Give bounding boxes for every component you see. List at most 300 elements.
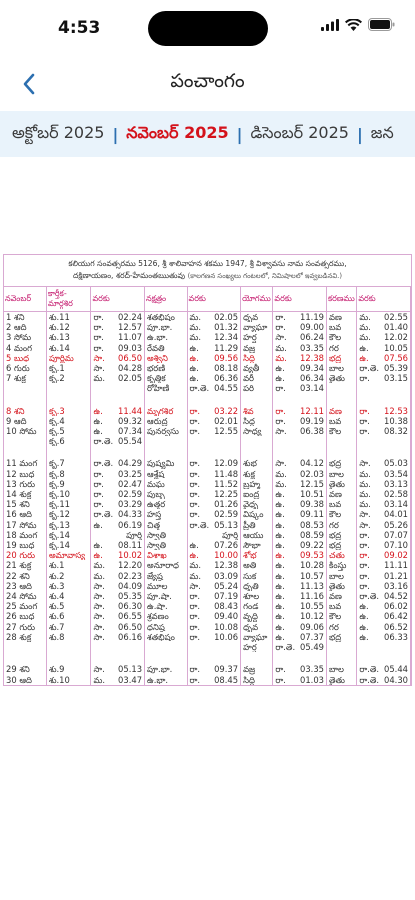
cell-date: 4 మంగ [4, 343, 46, 353]
cell-nakshatram-end-period: రా. [189, 468, 201, 479]
cell-yogam-end-period: సా. [275, 332, 287, 343]
cell-tithi-end-time: 02.05 [118, 373, 143, 384]
cell-date: 29 శని [4, 664, 46, 674]
cell-date [4, 446, 46, 458]
row-spacer [4, 652, 411, 664]
cell-karanam: కింస్తు [327, 560, 357, 570]
cell-tithi-end [91, 416, 145, 426]
cell-tithi-end-time: 02.47 [118, 478, 143, 489]
cell-tithi-end [91, 664, 145, 674]
cell-tithi-end-time: 06.50 [118, 621, 143, 632]
cell-nakshatram-end [187, 416, 241, 426]
cell-tithi: కృ.12 [46, 509, 90, 519]
cell-karanam-end-period: రా. [359, 540, 370, 551]
header-note: (కాలగణన సంఖ్యలు గంటలలో, నిమిషాలలో ఇవ్వబడినవి.) [187, 272, 342, 280]
cell-tithi-end-period: రా. [93, 332, 104, 343]
cell-yogam-end [273, 499, 327, 509]
cell-tithi-end-time: పూర్తి [126, 529, 143, 540]
cell-yogam: శుక్ల [241, 469, 273, 479]
cell-tithi-end [91, 394, 145, 406]
cell-karanam-end-period: ఉ. [359, 611, 369, 622]
cell-tithi: శు.13 [46, 332, 90, 342]
cell-date: 25 మంగ [4, 601, 46, 611]
table-row [4, 322, 411, 332]
cell-yogam-end-period: ఉ. [275, 489, 285, 500]
cell-nakshatram-end-period: రా. [189, 631, 201, 642]
cell-karanam-end [357, 322, 411, 332]
cell-nakshatram-end-period: రా. [189, 478, 201, 489]
wifi-icon [345, 19, 362, 31]
row-spacer [4, 394, 411, 406]
cell-tithi-end-period: మ. [93, 373, 105, 384]
cell-karanam-end [357, 458, 411, 468]
cell-yogam: వ్యాఘా [241, 322, 273, 332]
cell-yogam-end [273, 446, 327, 458]
cell-tithi-end-time: 06.50 [118, 352, 143, 363]
cell-karanam-end [357, 383, 411, 393]
cell-karanam: బవ [327, 322, 357, 332]
cell-nakshatram: స్వాతి [145, 530, 187, 540]
cell-tithi-end [91, 520, 145, 530]
cell-nakshatram-end-period: సా. [189, 580, 201, 591]
cell-yogam-end-time: 11.13 [300, 580, 324, 591]
cell-nakshatram-end-period: ఉ. [189, 373, 199, 384]
cell-karanam-end [357, 416, 411, 426]
cell-yogam-end [273, 332, 327, 342]
cell-tithi-end-period: సా. [93, 631, 105, 642]
table-row [4, 509, 411, 519]
cell-tithi-end-time: 11.07 [118, 332, 143, 343]
cell-yogam-end-period: ఉ. [275, 570, 285, 581]
cell-yogam-end [273, 571, 327, 581]
cell-tithi-end [91, 581, 145, 591]
cell-yogam-end [273, 458, 327, 468]
month-tab-november[interactable]: నవెంబర్ 2025 [126, 123, 229, 142]
cell-yogam-end [273, 312, 327, 323]
cell-karanam: వణ [327, 406, 357, 416]
cell-tithi-end-period: ఉ. [93, 540, 103, 551]
cell-tithi-end-period: రా. [93, 478, 104, 489]
cell-karanam-end [357, 550, 411, 560]
table-row [4, 416, 411, 426]
cell-karanam-end-period: మ. [359, 499, 371, 510]
cell-tithi: శు.7 [46, 622, 90, 632]
cell-nakshatram-end-period: రా. [189, 611, 201, 622]
cell-tithi-end [91, 479, 145, 489]
cell-yogam-end-time: 09.00 [300, 322, 324, 333]
cell-yogam-end-time: 12.15 [300, 478, 324, 489]
cell-date: 22 శని [4, 571, 46, 581]
cell-yogam: వృద్ధి [241, 611, 273, 621]
cell-tithi-end-time: 02.24 [118, 312, 143, 322]
cell-tithi-end [91, 489, 145, 499]
cell-tithi-end-period: సా. [93, 352, 105, 363]
cell-karanam [327, 383, 357, 393]
cell-karanam: వణ [327, 312, 357, 323]
col-header-date: నవెంబర్ [4, 287, 46, 312]
cell-karanam [327, 436, 357, 446]
cell-yogam-end-time: 10.12 [300, 611, 324, 622]
cell-yogam-end-period: ఉ. [275, 591, 285, 602]
cell-nakshatram-end-time: 11.48 [214, 468, 239, 479]
month-tab-december[interactable]: డిసెంబర్ 2025 [250, 123, 349, 142]
cell-yogam: వరీ [241, 373, 273, 383]
table-row [4, 571, 411, 581]
cell-nakshatram-end-period: రా. [189, 499, 201, 510]
cell-date: 17 సోమ [4, 520, 46, 530]
cell-nakshatram-end [187, 530, 241, 540]
cell-yogam-end-period: ఉ. [275, 519, 285, 530]
col-header-yogam: యోగము [241, 287, 273, 312]
cell-karanam: వణ [327, 591, 357, 601]
cell-yogam: ఆయు [241, 530, 273, 540]
cell-karanam-end [357, 642, 411, 652]
cell-karanam-end-period: మ. [359, 489, 371, 500]
table-row [4, 406, 411, 416]
cell-nakshatram [145, 394, 187, 406]
cell-yogam: సిద్ధి [241, 353, 273, 363]
cell-nakshatram-end-time: 07.26 [214, 540, 239, 551]
cell-karanam-end-time: 03.14 [384, 499, 408, 510]
cell-nakshatram-end-time: పూర్తి [222, 529, 239, 540]
cell-date: 21 శుక్ర [4, 560, 46, 570]
cell-yogam-end [273, 383, 327, 393]
cell-yogam-end [273, 353, 327, 363]
cell-yogam-end-period: రా. [275, 383, 286, 394]
cell-karanam-end-time: 03.15 [384, 373, 408, 384]
cell-karanam: తైతు [327, 373, 357, 383]
cell-yogam: ప్రీతి [241, 520, 273, 530]
cell-nakshatram-end [187, 581, 241, 591]
cell-tithi-end-time: 12.57 [118, 322, 143, 333]
cell-yogam: గండ [241, 601, 273, 611]
table-row [4, 601, 411, 611]
cell-date: 5 బుధ [4, 353, 46, 363]
cell-yogam: అతి [241, 560, 273, 570]
battery-icon [368, 18, 395, 31]
cell-tithi-end [91, 363, 145, 373]
cell-nakshatram-end-period: రా. [189, 426, 201, 437]
cell-nakshatram-end-time: 01.26 [214, 499, 239, 510]
cell-tithi: కృ.2 [46, 373, 90, 383]
cell-tithi: శు.8 [46, 632, 90, 642]
cell-karanam: కౌల [327, 611, 357, 621]
cell-nakshatram: స్వాతి [145, 540, 187, 550]
cell-tithi-end-time: 05.35 [118, 591, 143, 602]
cell-nakshatram-end [187, 383, 241, 393]
cell-tithi: కృ.3 [46, 406, 90, 416]
cell-yogam-end [273, 591, 327, 601]
cell-yogam-end-period: రా. [275, 415, 286, 426]
cell-yogam-end-period: సా. [275, 458, 287, 469]
cell-tithi-end-period: ఉ. [93, 426, 103, 437]
cell-karanam: భద్ర [327, 540, 357, 550]
cell-karanam-end-period: రా. [359, 373, 370, 384]
cell-yogam-end [273, 406, 327, 416]
cell-nakshatram-end [187, 560, 241, 570]
cell-karanam-end-time: 05.44 [384, 664, 408, 675]
cell-nakshatram-end-period: రా.తె. [189, 519, 210, 530]
table-row [4, 489, 411, 499]
cell-karanam-end [357, 332, 411, 342]
cell-tithi-end-period: రా. [93, 342, 104, 353]
cell-karanam-end-period: రా.తె. [359, 363, 380, 374]
cell-karanam-end [357, 353, 411, 363]
cell-yogam-end-period: ఉ. [275, 580, 285, 591]
cell-yogam-end-time: 09.38 [300, 499, 324, 510]
cell-karanam-end [357, 632, 411, 642]
cell-karanam-end [357, 312, 411, 323]
cell-yogam-end [273, 489, 327, 499]
cell-nakshatram-end [187, 436, 241, 446]
cell-nakshatram-end [187, 446, 241, 458]
cell-karanam-end [357, 652, 411, 664]
cell-tithi-end-period: రా. [93, 489, 104, 500]
cell-nakshatram-end [187, 353, 241, 363]
cell-yogam-end [273, 343, 327, 353]
cell-tithi-end [91, 322, 145, 332]
cell-tithi-end [91, 540, 145, 550]
table-row [4, 642, 411, 652]
cell-tithi: అమావాస్య [46, 550, 90, 560]
cell-karanam: బవ [327, 416, 357, 426]
cell-tithi-end-period: రా.తె. [93, 509, 114, 520]
cell-tithi-end-time: 07.34 [118, 426, 143, 437]
cell-karanam-end-period: రా. [359, 580, 370, 591]
cell-tithi-end-period: సా. [93, 664, 105, 675]
cell-karanam-end [357, 571, 411, 581]
cell-tithi: కృ.10 [46, 489, 90, 499]
cell-tithi-end-period: మ. [93, 560, 105, 571]
cell-karanam: భద్ర [327, 458, 357, 468]
cell-tithi-end-time: 02.59 [118, 489, 143, 500]
cell-nakshatram-end-period: ఉ. [189, 363, 199, 374]
cell-tithi-end [91, 373, 145, 383]
cell-karanam-end-period: ఉ. [359, 601, 369, 612]
cell-nakshatram: ఆశ్లేష [145, 469, 187, 479]
cell-nakshatram: కృత్తిక [145, 373, 187, 383]
cell-nakshatram-end-time: 09.37 [214, 664, 239, 675]
cell-nakshatram-end [187, 509, 241, 519]
table-row [4, 353, 411, 363]
cell-date: 19 బుధ [4, 540, 46, 550]
cell-tithi-end-time: 09.03 [118, 342, 143, 353]
cell-nakshatram: పూ.షా. [145, 591, 187, 601]
cell-yogam: ధృతి [241, 581, 273, 591]
cell-tithi-end-time: 06.55 [118, 611, 143, 622]
table-row [4, 469, 411, 479]
row-spacer [4, 446, 411, 458]
cell-yogam: సుక [241, 571, 273, 581]
cell-date: 24 సోమ [4, 591, 46, 601]
cell-nakshatram: ఉ.భా. [145, 332, 187, 342]
cell-yogam-end-time: 09.34 [300, 363, 324, 374]
cell-karanam: గర [327, 343, 357, 353]
cell-tithi-end [91, 499, 145, 509]
table-row [4, 530, 411, 540]
cell-karanam-end-period: మ. [359, 468, 371, 479]
cell-nakshatram: ఉత్తర [145, 499, 187, 509]
cell-yogam-end [273, 479, 327, 489]
month-row [12, 123, 394, 146]
cell-karanam: భద్ర [327, 530, 357, 540]
cell-nakshatram-end [187, 499, 241, 509]
cell-yogam-end-time: 09.11 [300, 509, 324, 520]
cell-date: 30 ఆది [4, 675, 46, 685]
cell-yogam-end-time: 12.11 [300, 405, 324, 416]
cell-tithi-end [91, 436, 145, 446]
cell-karanam-end [357, 540, 411, 550]
cell-karanam-end-period: మ. [359, 322, 371, 333]
cell-yogam-end [273, 436, 327, 446]
month-tab-october[interactable]: అక్టోబర్ 2025 [12, 123, 105, 142]
cell-karanam-end-time: 11.11 [384, 560, 408, 571]
cell-nakshatram: హస్త [145, 509, 187, 519]
cell-nakshatram: విశాఖ [145, 550, 187, 560]
cell-nakshatram-end [187, 343, 241, 353]
cell-nakshatram: చిత్త [145, 520, 187, 530]
cell-nakshatram-end-time: 07.19 [214, 591, 239, 602]
cell-yogam-end-time: 10.57 [300, 570, 324, 581]
cell-karanam-end-time: 12.53 [384, 405, 408, 416]
col-header-tithi-end: వరకు [91, 287, 145, 312]
cell-yogam-end-time: 09.53 [300, 550, 324, 561]
cell-nakshatram [145, 446, 187, 458]
table-row [4, 426, 411, 436]
table-row [4, 436, 411, 446]
cell-yogam-end [273, 675, 327, 685]
cell-tithi-end-period: మ. [93, 570, 105, 581]
cell-tithi-end [91, 469, 145, 479]
cell-yogam-end [273, 530, 327, 540]
cell-tithi-end [91, 353, 145, 363]
cell-karanam-end-period: రా.తె. [359, 664, 380, 675]
cell-karanam-end [357, 363, 411, 373]
cell-karanam-end-period: ఉ. [359, 621, 369, 632]
cell-tithi [46, 652, 90, 664]
cell-karanam-end [357, 499, 411, 509]
table-row [4, 332, 411, 342]
cell-nakshatram-end-time: 04.55 [214, 383, 239, 394]
month-tab-january[interactable]: జన [370, 123, 394, 142]
cell-date: 28 శుక్ర [4, 632, 46, 642]
cell-yogam-end-time: 11.19 [300, 312, 324, 322]
table-row [4, 611, 411, 621]
cell-tithi-end-time: 05.13 [118, 664, 143, 675]
cell-nakshatram-end-period: ఉ. [189, 550, 199, 561]
cell-karanam-end [357, 469, 411, 479]
cell-karanam-end [357, 664, 411, 674]
cell-nakshatram: శతభిషం [145, 312, 187, 323]
cell-tithi: కృ.11 [46, 499, 90, 509]
cell-tithi-end-time: 03.29 [118, 499, 143, 510]
cell-nakshatram-end [187, 458, 241, 468]
cell-karanam-end-period: రా. [359, 550, 370, 561]
cell-karanam-end [357, 591, 411, 601]
cell-yogam-end [273, 509, 327, 519]
cell-tithi-end-time: 06.16 [118, 631, 143, 642]
cell-yogam-end-time: 11.16 [300, 591, 324, 602]
cell-nakshatram-end-period: రా. [189, 458, 201, 469]
cell-karanam-end [357, 601, 411, 611]
cell-nakshatram: భరణి [145, 363, 187, 373]
cell-nakshatram-end-period: ఉ. [189, 540, 199, 551]
cell-karanam-end [357, 394, 411, 406]
cell-karanam-end-time: 05.03 [384, 458, 408, 469]
cell-nakshatram: ఉ.షా. [145, 601, 187, 611]
col-header-karanam-end: వరకు [357, 287, 411, 312]
cell-karanam-end-time: 05.26 [384, 519, 408, 530]
cell-yogam-end-period: మ. [275, 352, 287, 363]
cell-karanam-end-time: 04.01 [384, 509, 408, 520]
month-separator: | [236, 125, 243, 144]
cell-tithi-end-period: రా.తె. [93, 458, 114, 469]
cell-nakshatram-end [187, 601, 241, 611]
status-icons [321, 18, 395, 31]
cell-yogam-end [273, 373, 327, 383]
cell-tithi-end-period: ఉ. [93, 550, 103, 561]
cell-tithi: శు.5 [46, 601, 90, 611]
cell-yogam-end-period: రా. [275, 322, 286, 333]
cell-tithi-end-period: సా. [93, 621, 105, 632]
month-selector[interactable] [0, 111, 415, 157]
cell-karanam-end-period: ఉ. [359, 631, 369, 642]
cell-nakshatram-end-period: రా.తె. [189, 383, 210, 394]
cell-nakshatram-end-time: 05.13 [214, 519, 239, 530]
cell-tithi: కృ.7 [46, 458, 90, 468]
cell-nakshatram-end-period: రా. [189, 489, 201, 500]
cell-yogam: వైధృ [241, 499, 273, 509]
cell-tithi [46, 642, 90, 652]
cell-nakshatram-end-period: మ. [189, 322, 202, 333]
table-row [4, 499, 411, 509]
cell-nakshatram-end-period: రా. [189, 601, 201, 612]
cell-yogam-end-period: ఉ. [275, 509, 285, 520]
cell-tithi-end-period: రా. [93, 312, 104, 322]
cell-yogam-end [273, 664, 327, 674]
cell-nakshatram: రేవతి [145, 343, 187, 353]
cell-tithi: శు.6 [46, 611, 90, 621]
cell-yogam: బ్రహ్మ [241, 479, 273, 489]
cell-tithi: కృ.6 [46, 436, 90, 446]
cell-tithi-end [91, 509, 145, 519]
cell-date: 6 గురు [4, 363, 46, 373]
cell-karanam-end-period: రా. [359, 529, 370, 540]
cell-karanam: కౌల [327, 509, 357, 519]
signal-icon [321, 19, 339, 31]
cell-yogam-end-time: 07.37 [300, 631, 324, 642]
cell-nakshatram [145, 436, 187, 446]
cell-date: 1 శని [4, 312, 46, 323]
cell-yogam-end-time: 10.55 [300, 601, 324, 612]
cell-date: 26 బుధ [4, 611, 46, 621]
cell-nakshatram-end [187, 571, 241, 581]
cell-nakshatram-end-period: ఉ. [189, 352, 199, 363]
cell-tithi-end-time: 06.30 [118, 601, 143, 612]
cell-nakshatram-end [187, 312, 241, 323]
cell-tithi: శు.11 [46, 312, 90, 323]
cell-nakshatram-end [187, 322, 241, 332]
cell-nakshatram-end-period: రా. [189, 591, 201, 602]
cell-karanam-end-period: మ. [359, 478, 371, 489]
cell-tithi-end-time: 12.20 [118, 560, 143, 571]
table-row [4, 383, 411, 393]
cell-nakshatram-end-time: 02.01 [214, 415, 239, 426]
month-separator: | [356, 125, 363, 144]
cell-tithi-end [91, 622, 145, 632]
cell-yogam-end [273, 642, 327, 652]
cell-yogam-end [273, 601, 327, 611]
